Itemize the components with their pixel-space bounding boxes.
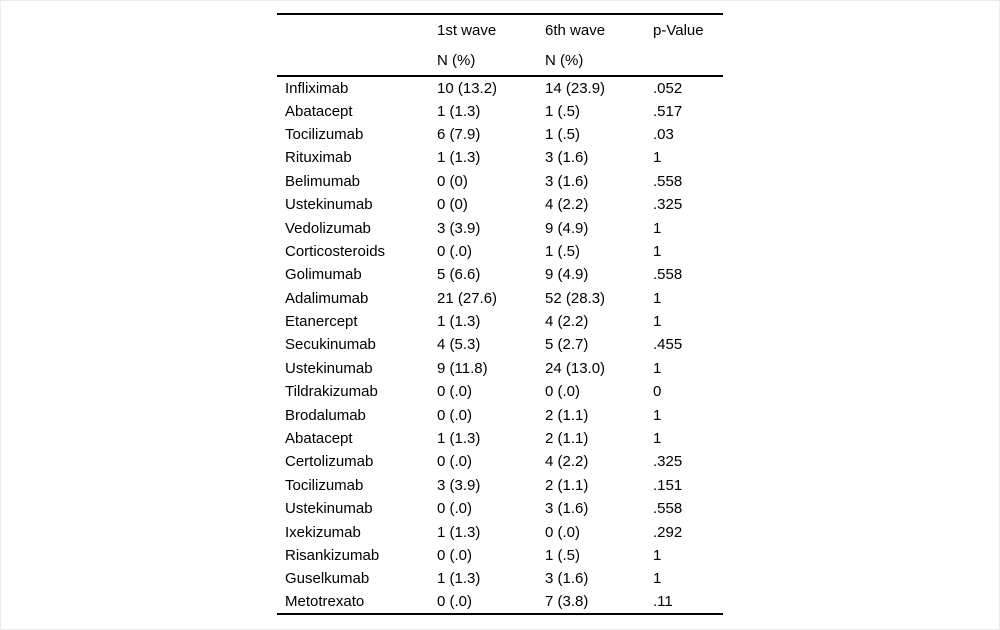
drug-name-cell: Ixekizumab xyxy=(285,523,361,541)
drug-name-cell: Vedolizumab xyxy=(285,219,371,237)
wave1-cell: 0 (0) xyxy=(437,172,468,190)
drug-name-cell: Adalimumab xyxy=(285,289,369,307)
table-row xyxy=(277,263,723,286)
p-value-cell: 1 xyxy=(653,242,662,260)
wave6-cell: 2 (1.1) xyxy=(545,430,589,448)
wave1-cell: 1 (1.3) xyxy=(437,149,481,167)
drug-name-cell: Abatacept xyxy=(285,430,353,448)
drug-name-cell: Belimumab xyxy=(285,172,361,190)
p-value-cell: .325 xyxy=(653,453,683,471)
medication-table xyxy=(277,13,723,615)
drug-name-cell: Secukinumab xyxy=(285,336,376,354)
wave1-cell: 0 (.0) xyxy=(437,593,473,611)
wave6-cell: 4 (2.2) xyxy=(545,453,589,471)
drug-name-cell: Tocilizumab xyxy=(285,125,364,143)
table-body xyxy=(277,76,723,614)
p-value-cell: .558 xyxy=(653,266,683,284)
p-value-cell: 1 xyxy=(653,406,662,424)
header-p-value-blank xyxy=(653,45,723,76)
wave6-cell: 3 (1.6) xyxy=(545,570,589,588)
p-value-cell: 1 xyxy=(653,570,662,588)
p-value-cell: 1 xyxy=(653,313,662,331)
table-row xyxy=(277,591,723,614)
wave1-cell: 21 (27.6) xyxy=(437,289,498,307)
wave6-cell: 3 (1.6) xyxy=(545,172,589,190)
drug-name-cell: Brodalumab xyxy=(285,406,366,424)
medication-table-container xyxy=(277,13,723,615)
table-row xyxy=(277,99,723,122)
wave6-cell: 52 (28.3) xyxy=(545,289,606,307)
table-row xyxy=(277,520,723,543)
p-value-cell: .052 xyxy=(653,79,683,97)
drug-name-cell: Certolizumab xyxy=(285,453,374,471)
table-row xyxy=(277,193,723,216)
table-row xyxy=(277,170,723,193)
drug-name-cell: Ustekinumab xyxy=(285,359,373,377)
wave1-cell: 0 (.0) xyxy=(437,406,473,424)
p-value-cell: .558 xyxy=(653,172,683,190)
wave1-cell: 6 (7.9) xyxy=(437,125,481,143)
wave6-cell: 2 (1.1) xyxy=(545,476,589,494)
wave1-cell: 9 (11.8) xyxy=(437,359,488,377)
wave6-cell: 0 (.0) xyxy=(545,383,581,401)
wave1-cell: 10 (13.2) xyxy=(437,79,498,97)
drug-name-cell: Tocilizumab xyxy=(285,476,364,494)
wave1-cell: 0 (.0) xyxy=(437,453,473,471)
wave1-cell: 1 (1.3) xyxy=(437,570,481,588)
wave1-cell: 5 (6.6) xyxy=(437,266,481,284)
p-value-cell: 1 xyxy=(653,547,662,564)
p-value-cell: .558 xyxy=(653,500,683,518)
wave1-cell: 0 (.0) xyxy=(437,500,473,518)
wave6-cell: 24 (13.0) xyxy=(545,359,606,377)
drug-name-cell: Tildrakizumab xyxy=(285,383,378,401)
header-drug-blank-2 xyxy=(277,45,437,76)
wave6-cell: 14 (23.9) xyxy=(545,79,606,97)
header-1st-wave-n-pct: N (%) xyxy=(437,51,476,69)
drug-name-cell: Rituximab xyxy=(285,149,352,167)
table-row xyxy=(277,287,723,310)
drug-name-cell: Etanercept xyxy=(285,313,358,331)
drug-name-cell: Guselkumab xyxy=(285,570,370,588)
drug-name-cell: Abatacept xyxy=(285,102,353,120)
wave1-cell: 0 (.0) xyxy=(437,242,473,260)
p-value-cell: 1 xyxy=(653,219,662,237)
p-value-cell: .151 xyxy=(653,476,683,494)
wave1-cell: 4 (5.3) xyxy=(437,336,481,354)
header-1st-wave: 1st wave xyxy=(437,21,497,39)
table-row xyxy=(277,357,723,380)
wave6-cell: 2 (1.1) xyxy=(545,406,589,424)
wave1-cell: 0 (0) xyxy=(437,196,468,214)
header-drug-blank xyxy=(277,14,437,45)
wave6-cell: 9 (4.9) xyxy=(545,219,589,237)
wave6-cell: 1 (.5) xyxy=(545,547,581,564)
wave1-cell: 1 (1.3) xyxy=(437,430,481,448)
wave1-cell: 1 (1.3) xyxy=(437,313,481,331)
wave6-cell: 0 (.0) xyxy=(545,523,581,541)
p-value-cell: 1 xyxy=(653,289,662,307)
drug-name-cell: Ustekinumab xyxy=(285,196,373,214)
table-row xyxy=(277,380,723,403)
table-row xyxy=(277,76,723,99)
table-row xyxy=(277,403,723,426)
header-6th-wave-n-pct: N (%) xyxy=(545,51,584,69)
wave1-cell: 3 (3.9) xyxy=(437,476,481,494)
drug-name-cell: Ustekinumab xyxy=(285,500,373,518)
p-value-cell: .03 xyxy=(653,125,674,143)
p-value-cell: 0 xyxy=(653,383,662,401)
p-value-cell: .292 xyxy=(653,523,683,541)
wave6-cell: 1 (.5) xyxy=(545,125,581,143)
p-value-cell: .11 xyxy=(653,593,673,611)
table-row xyxy=(277,544,723,567)
table-row xyxy=(277,497,723,520)
p-value-cell: .455 xyxy=(653,336,683,354)
p-value-cell: .325 xyxy=(653,196,683,214)
table-row xyxy=(277,567,723,590)
wave6-cell: 1 (.5) xyxy=(545,242,581,260)
drug-name-cell: Infliximab xyxy=(285,79,349,97)
header-row-2 xyxy=(277,45,723,76)
wave1-cell: 3 (3.9) xyxy=(437,219,481,237)
wave6-cell: 3 (1.6) xyxy=(545,149,589,167)
table-header xyxy=(277,14,723,76)
header-6th-wave: 6th wave xyxy=(545,21,606,39)
drug-name-cell: Golimumab xyxy=(285,266,362,284)
p-value-cell: 1 xyxy=(653,149,662,167)
drug-name-cell: Corticosteroids xyxy=(285,242,386,260)
wave6-cell: 3 (1.6) xyxy=(545,500,589,518)
table-row xyxy=(277,146,723,169)
wave1-cell: 0 (.0) xyxy=(437,383,473,401)
wave6-cell: 4 (2.2) xyxy=(545,313,589,331)
wave1-cell: 1 (1.3) xyxy=(437,523,481,541)
header-row-1 xyxy=(277,14,723,45)
wave1-cell: 0 (.0) xyxy=(437,547,473,564)
drug-name-cell: Risankizumab xyxy=(285,547,380,564)
wave6-cell: 1 (.5) xyxy=(545,102,581,120)
table-row xyxy=(277,123,723,146)
header-p-value: p-Value xyxy=(653,21,704,39)
drug-name-cell: Metotrexato xyxy=(285,593,365,611)
p-value-cell: .517 xyxy=(653,102,683,120)
table-row xyxy=(277,240,723,263)
table-row xyxy=(277,427,723,450)
table-row xyxy=(277,216,723,239)
wave1-cell: 1 (1.3) xyxy=(437,102,481,120)
table-row xyxy=(277,310,723,333)
wave6-cell: 4 (2.2) xyxy=(545,196,589,214)
wave6-cell: 7 (3.8) xyxy=(545,593,589,611)
table-row xyxy=(277,333,723,356)
p-value-cell: 1 xyxy=(653,359,662,377)
wave6-cell: 9 (4.9) xyxy=(545,266,589,284)
wave6-cell: 5 (2.7) xyxy=(545,336,589,354)
table-row xyxy=(277,450,723,473)
table-row xyxy=(277,474,723,497)
p-value-cell: 1 xyxy=(653,430,662,448)
